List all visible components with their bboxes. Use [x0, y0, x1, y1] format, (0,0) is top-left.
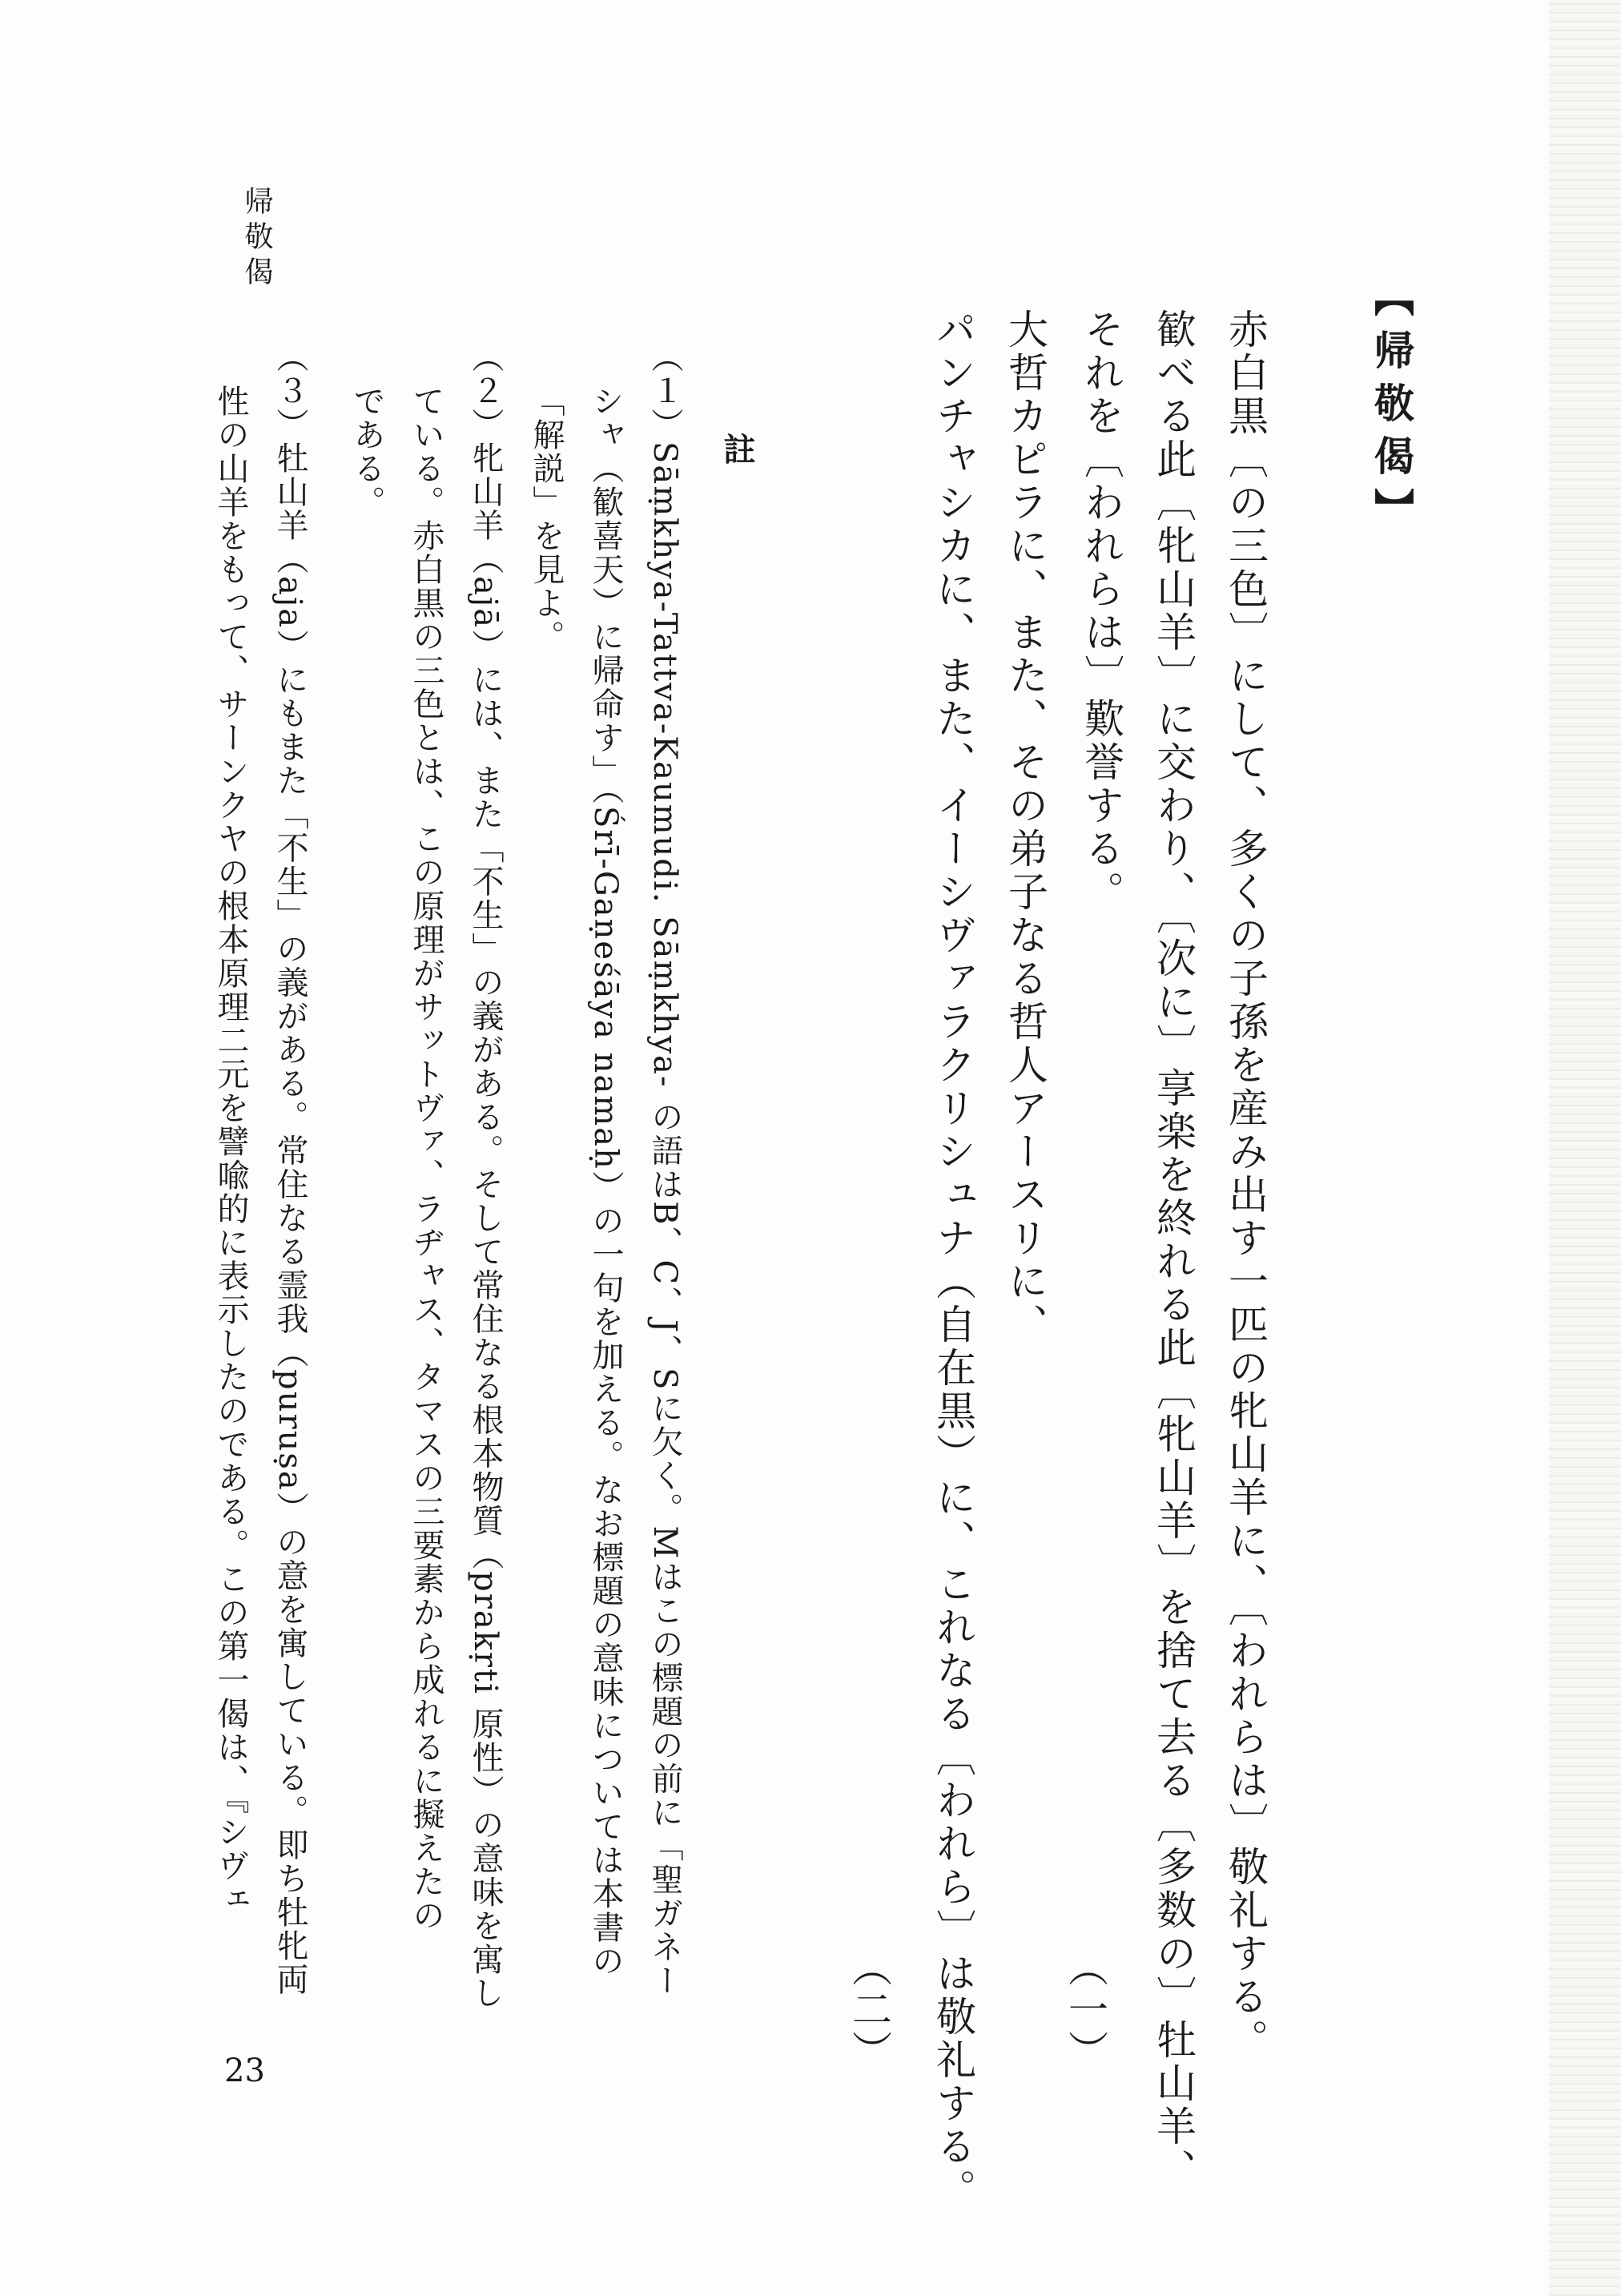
- section-title: 【帰敬偈】: [1368, 276, 1415, 541]
- note-line: である。: [348, 385, 385, 519]
- verse-line: パンチャシカに、また、イーシヴァラクリシュナ（自在黒）に、これなる〔われら〕は敬礼する。: [930, 308, 976, 2212]
- verse-line: それを〔われらは〕歎誉する。: [1078, 308, 1124, 914]
- note-line: シャ（歓喜天）に帰命す」（Śrī-Gaṇeśāya namaḥ）の一句を加える。なお標題の意味については本書の: [587, 385, 624, 1978]
- page-number: 23: [224, 2052, 265, 2089]
- note-line: 「解説」を見よ。: [528, 385, 565, 654]
- verse-line: 大哲カピラに、また、その弟子なる哲人アースリに、: [1002, 308, 1048, 1347]
- verse-number: （一）: [1062, 1947, 1108, 2072]
- verse-line: 赤白黒〔の三色〕にして、多くの子孫を産み出す一匹の牝山羊に、〔われらは〕敬礼する。: [1222, 308, 1269, 2062]
- note-line: （３）牡山羊（aja）にもまた「不生」の義がある。常住なる霊我（puruṣa）の意を寓している。即ち牡牝両: [272, 340, 308, 1996]
- scan-edge: [1549, 0, 1621, 2296]
- note-line: （２）牝山羊（ajā）には、また「不生」の義がある。そして常住なる根本物質（prakṛti 原性）の意味を寓し: [467, 340, 504, 2010]
- notes-heading: 註: [718, 433, 756, 465]
- note-line: （１）Sāṃkhya-Tattva-Kaumudi. Sāṃkhya- の語はB、C、J、Sに欠く。Mはこの標題の前に「聖ガネー: [646, 340, 683, 1998]
- verse-number: （二）: [846, 1947, 892, 2072]
- running-header: 帰敬偈: [240, 186, 273, 292]
- note-line: ている。赤白黒の三色とは、この原理がサットヴァ、ラヂャス、タマスの三要素から成れるに擬えたの: [408, 385, 444, 1932]
- note-line: 性の山羊をもって、サーンクヤの根本原理二元を譬喩的に表示したのである。この第一偈は、『シヴェ: [212, 385, 249, 1916]
- verse-line: 歓べる此〔牝山羊〕に交わり、〔次に〕享楽を終れる此〔牝山羊〕を捨て去る〔多数の〕牡山羊、: [1150, 308, 1197, 2192]
